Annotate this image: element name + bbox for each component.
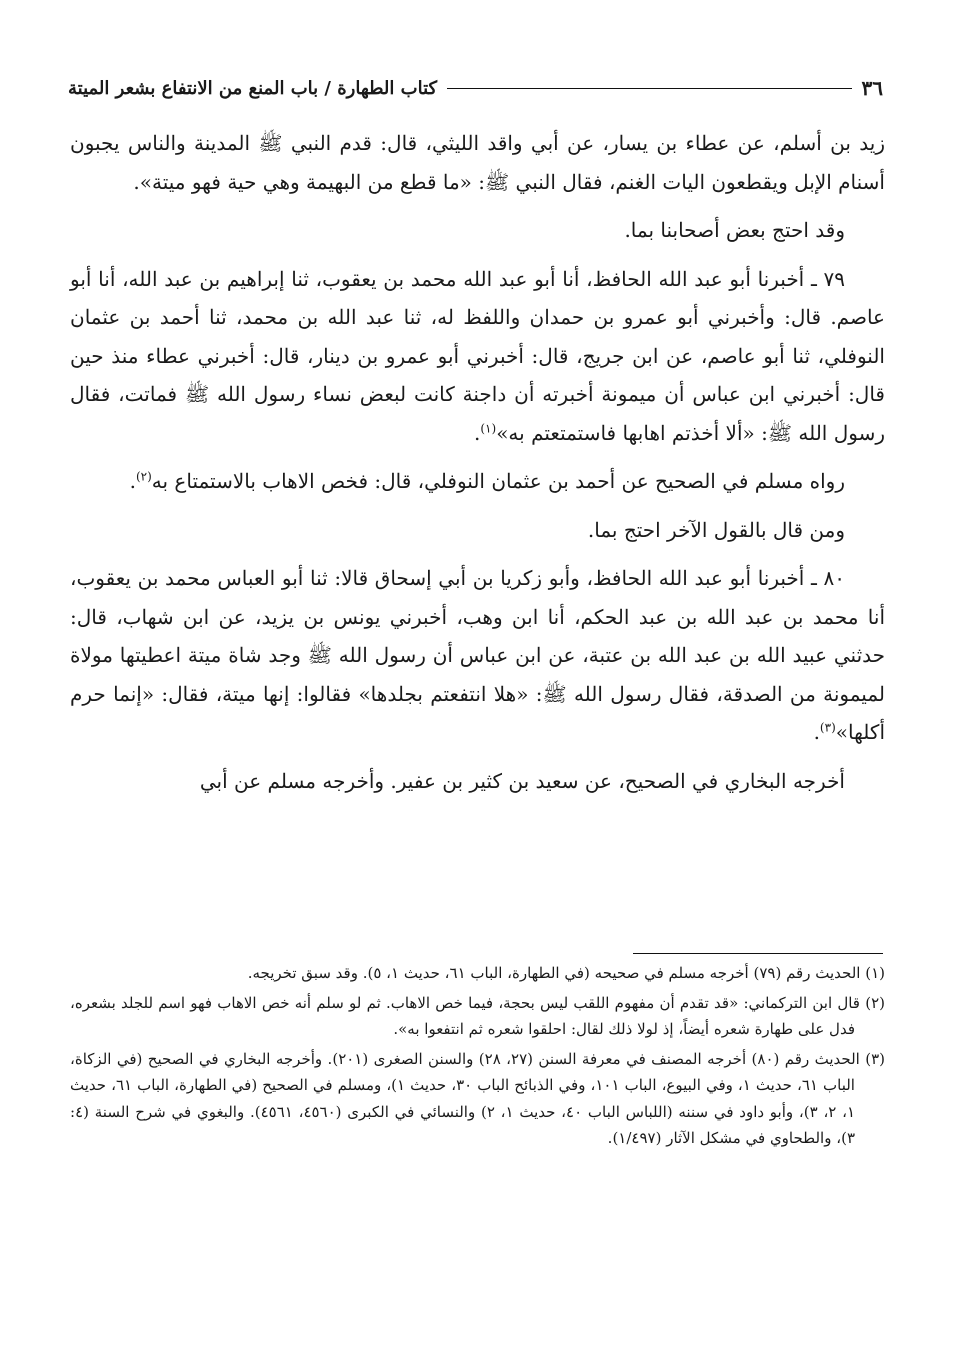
paragraph-hadith-80: [70, 559, 885, 752]
footnote-number: (٢): [865, 993, 885, 1012]
header-rule: [447, 88, 851, 89]
footnote-number: (٣): [865, 1049, 886, 1068]
footnote-ref-2: (٢): [135, 469, 152, 484]
hadith-80-end: .: [813, 720, 820, 744]
footnote-text: قال ابن التركماني: «قد تقدم أن مفهوم اللقب ليس بحجة، فيما خص الاهاب. ثم لو سلم أنه خص الاهاب فهو اسم للجلد بشعره، فدل على طهارة شعره أيضاً، إذ لولا ذلك لقال: احلقوا شعره ثم انتفعوا به».: [70, 993, 860, 1038]
footnote-number: (١): [865, 964, 885, 982]
paragraph-5: ومن قال بالقول الآخر احتج بما.: [587, 517, 845, 542]
paragraph-hadith-79: [70, 260, 885, 453]
footnotes: [70, 960, 885, 1155]
footnote-ref-1: (١): [480, 420, 497, 435]
paragraph-2: وقد احتج بعض أصحابنا بما.: [624, 218, 845, 242]
page-header: [68, 68, 883, 108]
footnote-2: [70, 990, 885, 1043]
footnote-text: الحديث رقم (٧٩) أخرجه مسلم في صحيحه (في الطهارة، الباب ٦١، حديث ١، ٥). وقد سبق تخريجه.: [247, 964, 861, 982]
footnote-text: الحديث رقم (٨٠) أخرجه المصنف في معرفة السنن (٢٧، ٢٨) والسنن الصغرى (٢٠١). وأخرجه البخاري في الصحيح (في الزكاة، الباب ٦١، حديث ١، وفي البيوع، الباب ١٠١، وفي الذبائح الباب ٣٠، حديث ١)، ومسلم في الصحيح (في الطهارة، الباب ٦١، حديث ١، ٢، ٣)، وأبو داود في سننه (اللباس الباب ٤٠، حديث ١، ٢) والنسائي في الكبرى (٤٥٦٠، ٤٥٦١). والبغوي في شرح السنة (٤: ٣)، والطحاوي في مشكل الآثار (١/٤٩٧).: [70, 1049, 860, 1147]
hadith-79-text: ٧٩ ـ أخبرنا أبو عبد الله الحافظ، أنا أبو عبد الله محمد بن يعقوب، ثنا إبراهيم بن عبد الله، أنا أبو عاصم. قال: وأخبرني أبو عمرو بن حمدان واللفظ له، ثنا عبد الله بن محمد، ثنا أحمد بن عثمان النوفلي، ثنا أبو عاصم، عن ابن جريج، قال: أخبرني أبو عمرو بن دينار، قال: أخبرني عطاء منذ حين قال: أخبرني ابن عباس أن ميمونة أخبرته أن داجنة كانت لبعض نساء رسول الله ﷺ فماتت، فقال رسول الله ﷺ: «ألا أخذتم اهابها فاستمتعتم به»: [70, 266, 885, 445]
running-title: كتاب الطهارة / باب المنع من الانتفاع بشعر الميتة: [68, 77, 438, 99]
hadith-79-end: .: [474, 420, 481, 445]
hadith-80-text: ٨٠ ـ أخبرنا أبو عبد الله الحافظ، وأبو زكريا بن أبي إسحاق قالا: ثنا أبو العباس محمد بن يعقوب، أنا محمد بن عبد الله بن عبد الحكم، أنا ابن وهب، أخبرني يونس بن يزيد، عن ابن شهاب، قال: حدثني عبيد الله بن عبد الله بن عتبة، عن ابن عباس أن رسول الله ﷺ وجد شاة ميتة اعطيتها مولاة لميمونة من الصدقة، فقال رسول الله ﷺ: «هلا انتفعتم بجلدها» فقالوا: إنها ميتة، فقال: «إنما حرم أكلها»: [70, 566, 885, 744]
paragraph-1: زيد بن أسلم، عن عطاء بن يسار، عن أبي واقد الليثي، قال: قدم النبي ﷺ المدينة والناس يجبون أسنام الإبل ويقطعون اليات الغنم، فقال النبي ﷺ: «ما قطع من البهيمة وهي حية فهو ميتة».: [70, 131, 885, 194]
page-number: ٣٦: [861, 76, 883, 100]
footnote-separator: [633, 953, 883, 954]
main-text: [70, 124, 885, 810]
footnote-1: [70, 960, 885, 987]
footnote-3: [70, 1046, 885, 1152]
paragraph-4: [70, 462, 885, 501]
paragraph-4-text: رواه مسلم في الصحيح عن أحمد بن عثمان النوفلي، قال: فخص الاهاب بالاستمتاع به: [151, 469, 845, 493]
footnote-ref-3: (٣): [819, 720, 836, 735]
paragraph-7: أخرجه البخاري في الصحيح، عن سعيد بن كثير بن عفير. وأخرجه مسلم عن أبي: [199, 768, 845, 793]
paragraph-4-end: .: [129, 469, 136, 493]
